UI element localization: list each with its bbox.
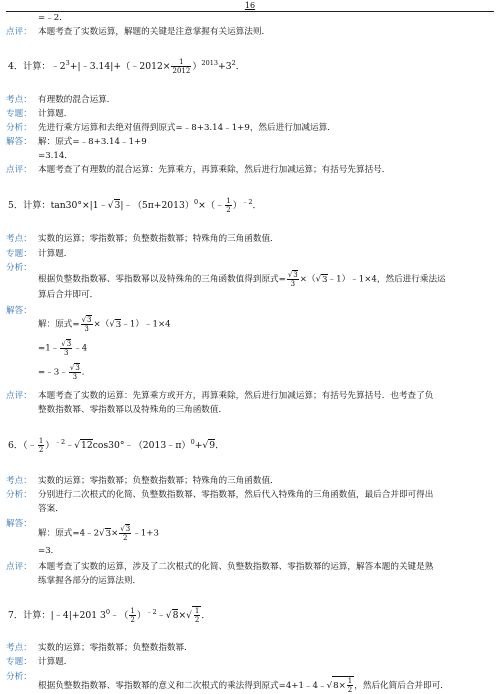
q7-fraction: $\frac{1}{2}$ xyxy=(130,607,135,624)
kaodian-label: 考点： xyxy=(6,476,32,486)
q4-exp: 3 xyxy=(65,59,70,67)
zhuanti-text: 计算题． xyxy=(38,109,73,119)
jieda-text: ﹣1+3 xyxy=(132,528,159,539)
jieda-line: 解：原式=﹣8+3.14﹣1+9 xyxy=(38,137,147,147)
comment-text: 本题考查了有理数的混合运算：先算乘方，再算乘除，然后进行加减运算；有括号先算括号． xyxy=(38,165,391,175)
q4-prefix: 4．计算： xyxy=(8,61,51,72)
page-number: 16 xyxy=(244,1,256,10)
jieda-text: ﹣4 xyxy=(73,343,88,354)
fenxi-text: ﹣1）﹣1×4，然后进行乘法运 xyxy=(327,274,446,285)
kaodian-text: 实数的运算；零指数幂；负整数指数幂． xyxy=(38,643,193,653)
q5-exp: ﹣2 xyxy=(241,198,253,206)
kaodian-label: 考点： xyxy=(6,643,32,653)
comment-text: 练掌握各部分的运算法则． xyxy=(38,576,142,586)
fenxi-fraction: $\frac{√3}{3}$ xyxy=(287,271,298,288)
jieda-fraction: $\frac{√3}{3}$ xyxy=(69,364,80,381)
jieda-fraction: $\frac{√3}{3}$ xyxy=(81,316,92,333)
kaodian-label: 考点： xyxy=(6,95,32,105)
zhuanti-label: 专题： xyxy=(6,249,32,259)
sqrt-icon: √ xyxy=(202,441,209,451)
q6-term: + xyxy=(194,440,203,451)
q7-term: ． xyxy=(201,610,211,621)
q4-term: +3 xyxy=(218,61,232,72)
kaodian-text: 实数的运算；零指数幂；负整数指数幂；特殊角的三角函数值． xyxy=(38,234,279,244)
fenxi-line: 根据负整数指数幂、零指数幂的意义和二次根式的乘法得到原式=4+1﹣4﹣√8× $\frac{1}{2}$ ，然后化简后合并即可． xyxy=(38,677,449,694)
question-7 xyxy=(8,606,211,624)
jieda-line: =3． xyxy=(38,546,60,556)
fenxi-text: ，然后化简后合并即可． xyxy=(354,681,449,691)
fenxi-radicand: 3 xyxy=(322,274,328,285)
q4-fraction: $\frac{1}{2012}$ xyxy=(172,58,191,75)
q7-term: ﹣（ xyxy=(109,610,129,621)
q6-exp: ﹣2 xyxy=(54,438,66,446)
jieda-line xyxy=(38,339,87,357)
zhuanti-text: 计算题． xyxy=(38,657,73,667)
q5-term: ） xyxy=(232,200,242,211)
header-rule xyxy=(6,11,494,12)
jieda-text: 解：原式=4﹣2 xyxy=(38,528,100,539)
fenxi-text: 先进行乘方运算和去绝对值得到原式=﹣8+3.14﹣1+9，然后进行加减运算． xyxy=(38,123,336,133)
q7-prefix: 7．计算：|﹣4|+201 3 xyxy=(8,610,106,621)
fenxi-line: 算后合并即可． xyxy=(38,290,99,300)
q4-term: ． xyxy=(235,61,245,72)
q6-term: cos30°﹣（2013﹣π） xyxy=(92,440,191,451)
jieda-text: ×（ xyxy=(93,319,110,330)
jieda-text: ﹣1）﹣1×4 xyxy=(121,319,171,330)
q5-prefix: 5．计算：tan30°×|1﹣ xyxy=(8,200,108,211)
fenxi-label: 分析： xyxy=(6,490,32,500)
fenxi-line: 分别进行二次根式的化简、负整数指数幂、零指数幂，然后代入特殊角的三角函数值，最后合并即可得出 xyxy=(38,490,434,500)
q5-radicand: 3 xyxy=(114,200,121,211)
q4-exp: 2013 xyxy=(201,59,219,67)
q6-radicand: 12 xyxy=(81,440,93,451)
q6-radicand: 9 xyxy=(209,440,216,451)
q7-radicand: $\frac{1}{2}$ xyxy=(192,606,201,624)
fenxi-line: 根据负整数指数幂、零指数幂以及特殊角的三角函数值得到原式= $\frac{√3}{3}$ ×（√3﹣1）﹣1×4，然后进行乘法运 xyxy=(38,271,446,288)
jieda-text: =﹣3﹣ xyxy=(38,367,68,378)
q4-term: ） xyxy=(192,61,202,72)
q4-term: +|﹣3.14|+（﹣2012× xyxy=(69,61,171,72)
jieda-line: =3.14． xyxy=(38,151,73,161)
jieda-radicand: 3 xyxy=(115,319,122,330)
fenxi-text: 根据负整数指数幂、零指数幂的意义和二次根式的乘法得到原式=4+1﹣4﹣ xyxy=(38,681,327,691)
q5-term: ×（﹣ xyxy=(198,200,225,211)
comment-label: 点评： xyxy=(6,27,32,37)
fenxi-radicand: 8× $\frac{1}{2}$ xyxy=(333,677,353,694)
fenxi-label: 分析： xyxy=(6,672,32,682)
fenxi-label: 分析： xyxy=(6,263,32,273)
jieda-line: 解：原式= $\frac{√3}{3}$ ×（√3﹣1）﹣1×4 xyxy=(38,316,171,333)
q7-term: ） xyxy=(136,610,146,621)
zhuanti-label: 专题： xyxy=(6,657,32,667)
comment-text: 本题考查了实数的运算，涉及了二次根式的化简、负整数指数幂、零指数幂的运算，解答本题的关键是熟 xyxy=(38,562,434,572)
q6-term: ﹣ xyxy=(65,440,75,451)
q7-term: ﹣ xyxy=(156,610,166,621)
jieda-line: 解：原式=4﹣2√3× $\frac{√3}{2}$ ﹣1+3 xyxy=(38,525,159,542)
sqrt-icon: √ xyxy=(186,611,192,621)
comment-label: 点评： xyxy=(6,391,32,401)
sqrt-icon: √ xyxy=(74,441,81,451)
q5-term: ． xyxy=(252,200,262,211)
jieda-label: 解答： xyxy=(6,137,32,147)
comment-text: 整数指数幂、零指数幂以及特殊角的三角函数值． xyxy=(38,405,228,415)
kaodian-text: 实数的运算；零指数幂；负整数指数幂；特殊角的三角函数值． xyxy=(38,476,279,486)
kaodian-text: 有理数的混合运算． xyxy=(38,95,116,105)
q6-prefix: 6．（﹣ xyxy=(8,440,37,451)
jieda-text: 解：原式= xyxy=(38,319,80,330)
q6-fraction: $\frac{1}{2}$ xyxy=(38,437,44,454)
jieda-label: 解答： xyxy=(6,519,32,529)
comment-text: 本题考查了实数的运算：先算乘方或开方，再算乘除，然后进行加减运算；有括号先算括号．也考查了负 xyxy=(38,391,434,401)
zhuanti-text: 计算题． xyxy=(38,249,73,259)
q7-radicand: 8 xyxy=(172,610,179,621)
zhuanti-label: 专题： xyxy=(6,109,32,119)
question-5 xyxy=(8,197,262,214)
q7-term: × xyxy=(178,610,187,621)
question-6 xyxy=(8,437,224,454)
question-4 xyxy=(8,58,245,75)
jieda-radicand: 3 xyxy=(105,528,112,539)
jieda-text: =1﹣ xyxy=(38,343,60,354)
jieda-fraction: $\frac{√3}{3}$ xyxy=(61,340,72,357)
jieda-text: ． xyxy=(81,367,91,378)
q7-exp: 0 xyxy=(105,608,110,616)
fenxi-label: 分析： xyxy=(6,123,32,133)
q5-exp: 0 xyxy=(194,198,199,206)
q7-exp: ﹣2 xyxy=(146,608,157,616)
q6-term: ． xyxy=(215,440,225,451)
q5-fraction: $\frac{1}{2}$ xyxy=(226,197,231,214)
comment-label: 点评： xyxy=(6,562,32,572)
jieda-line xyxy=(38,363,90,381)
fenxi-text: 根据负整数指数幂、零指数幂以及特殊角的三角函数值得到原式= xyxy=(38,274,286,285)
q6-term: ） xyxy=(45,440,55,451)
result-line: =﹣2． xyxy=(38,13,68,23)
fenxi-line: 答案． xyxy=(38,504,64,514)
jieda-label: 解答： xyxy=(6,306,32,316)
q4-term: ﹣2 xyxy=(50,61,66,72)
jieda-text: × xyxy=(111,528,119,539)
jieda-fraction: $\frac{√3}{2}$ xyxy=(120,525,131,542)
q4-exp: 2 xyxy=(231,59,236,67)
q5-term: |﹣（5π+2013） xyxy=(120,200,195,211)
fenxi-text: ×（ xyxy=(299,274,316,285)
comment-label: 点评： xyxy=(6,165,32,175)
comment-text: 本题考查了实数运算，解题的关键是注意掌握有关运算法则． xyxy=(38,27,271,37)
q6-exp: 0 xyxy=(190,438,195,446)
kaodian-label: 考点： xyxy=(6,234,32,244)
sqrt-icon: √ xyxy=(165,611,172,621)
sqrt-icon: √ xyxy=(107,201,114,211)
